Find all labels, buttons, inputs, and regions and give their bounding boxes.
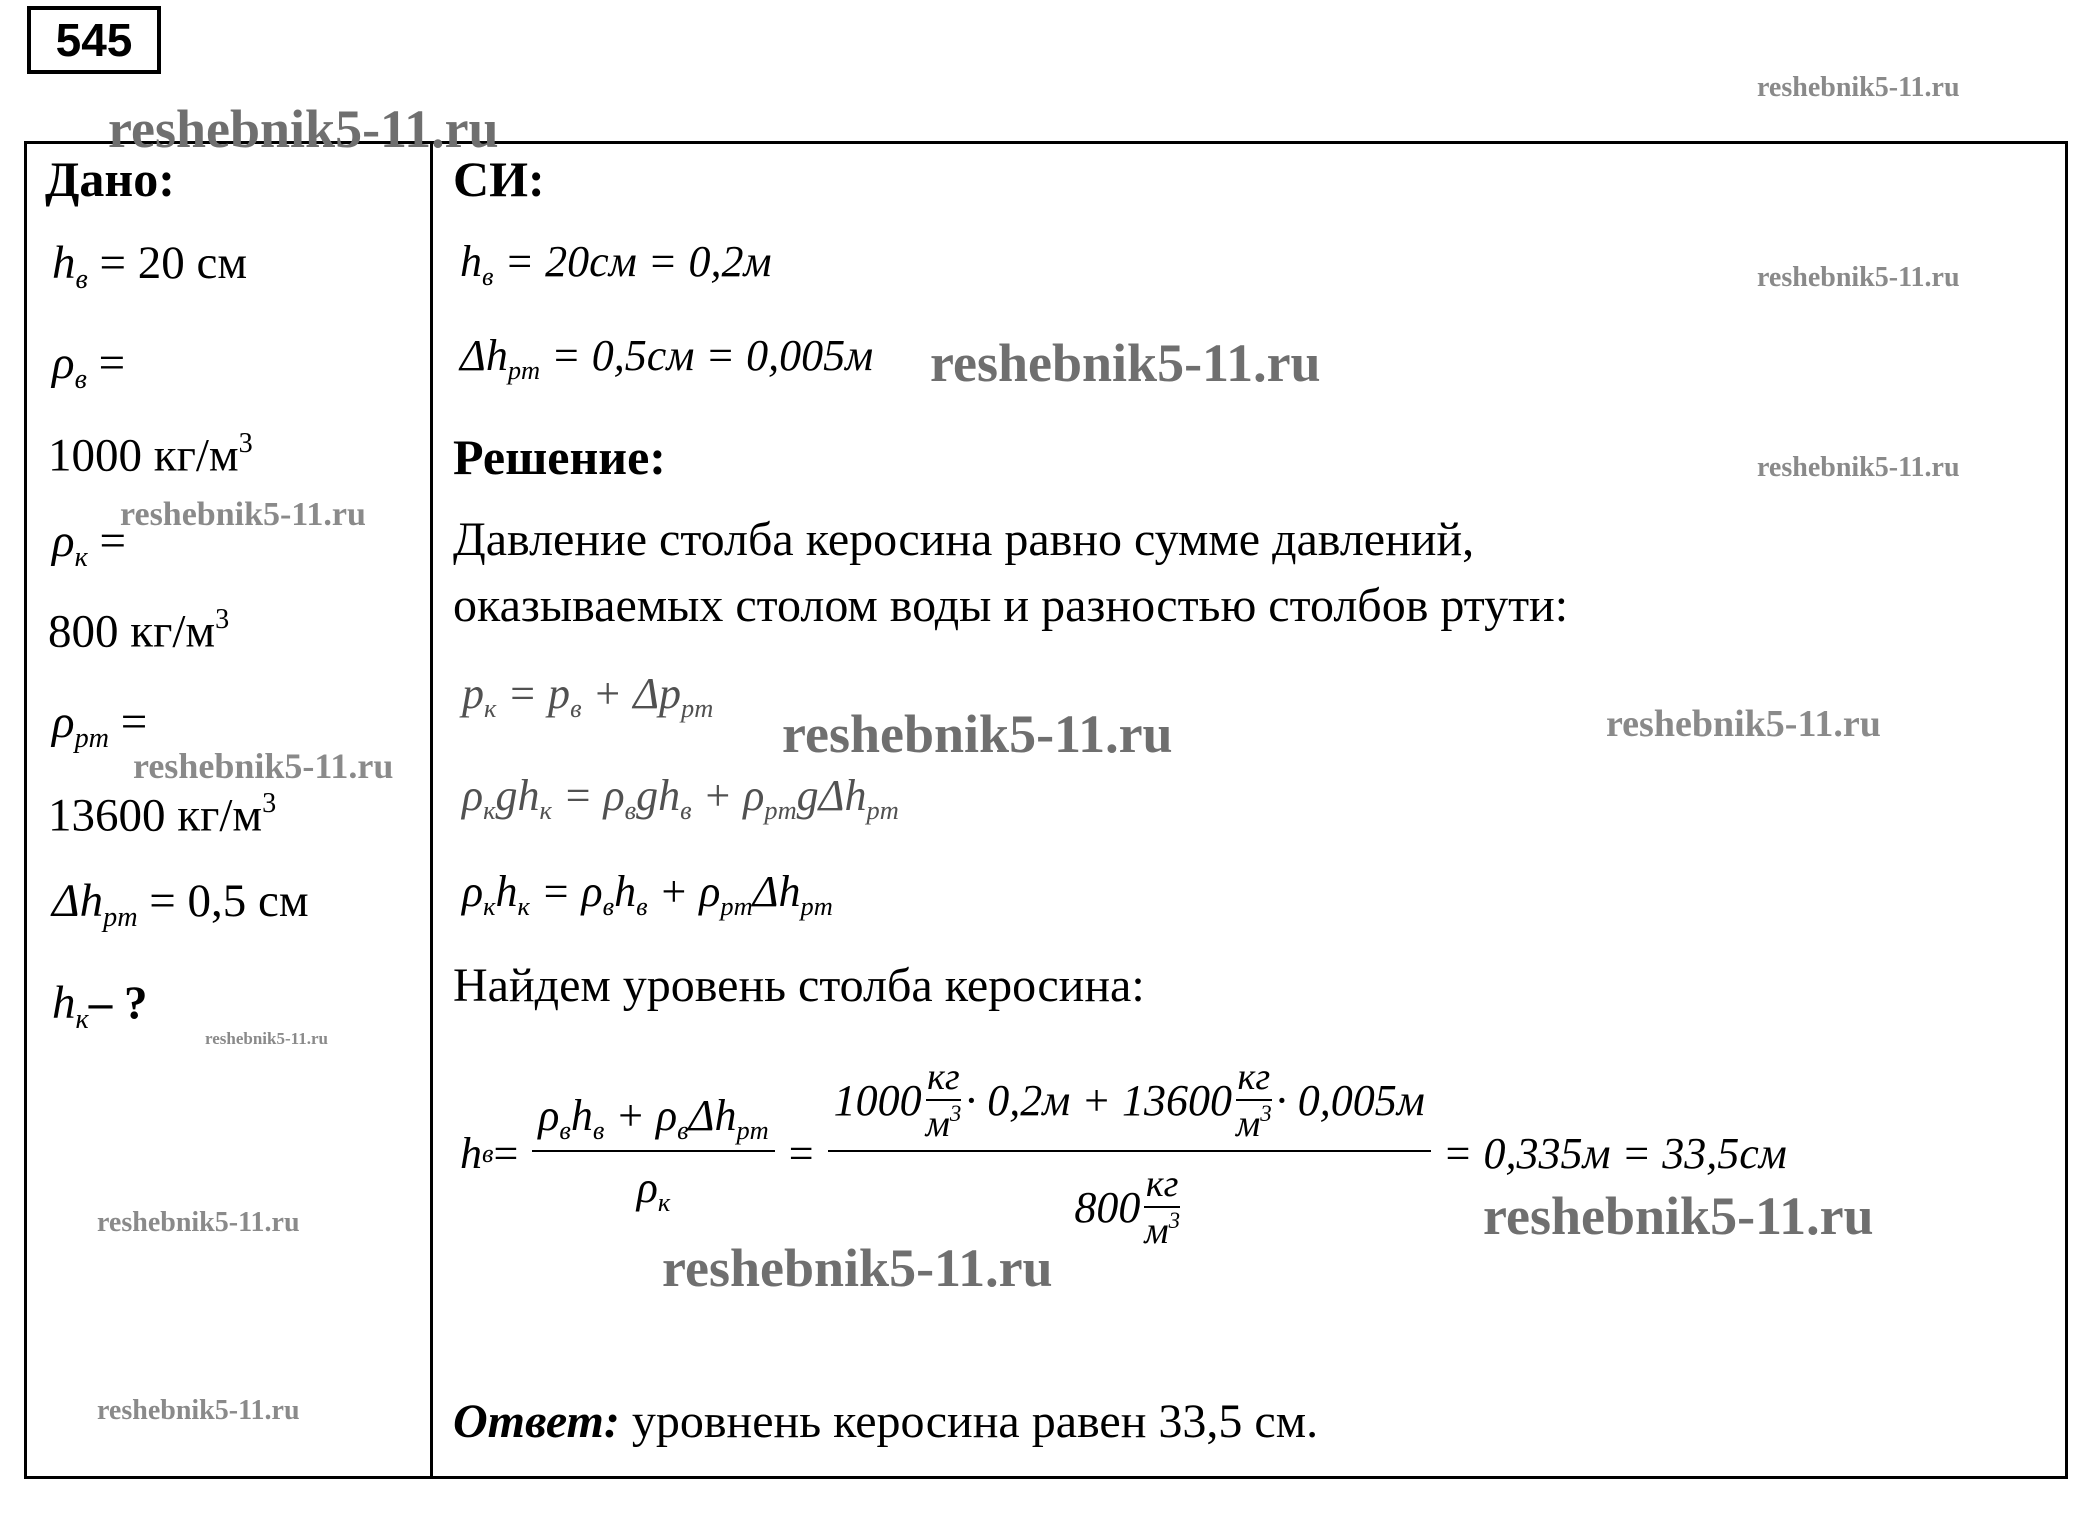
final-formula: h в = $\frac{\rho_вh_в + \rho_в\Delta h_{pm}}{\rho_к}$ = 1000 $\frac{кг}{м^3}$ · 0,2м + 13600 $\frac{кг}{м^3}$ · 0,005м 800 $\frac{кг}{м^3}$ = 0,335м = 33,5см bbox=[460, 1056, 1787, 1252]
watermark: reshebnik5-11.ru bbox=[1757, 72, 1960, 103]
answer bbox=[453, 1394, 1318, 1449]
given-dh-rt: $\Delta h_{pm} = 0,5$ см bbox=[52, 875, 309, 933]
given-rho-rt-value: 13600 $кг/м^3$ bbox=[48, 788, 277, 842]
solution-heading: Решение: bbox=[453, 429, 666, 485]
given-find: $h_к-$ ? bbox=[52, 977, 148, 1035]
given-rho-rt: $\rho_{pm}$ = bbox=[52, 696, 148, 754]
watermark: reshebnik5-11.ru bbox=[930, 333, 1321, 393]
given-rho-v: $\rho_в$ = bbox=[52, 337, 126, 395]
si-heading: СИ: bbox=[453, 151, 545, 207]
equation-3: $\rho_кh_к = \rho_вh_в + \rho_{pm}\Delta h_{pm}$ bbox=[462, 867, 833, 922]
watermark: reshebnik5-11.ru bbox=[97, 1395, 300, 1426]
watermark: reshebnik5-11.ru bbox=[662, 1238, 1053, 1298]
answer-text: уровнень керосина равен 33,5 см. bbox=[619, 1395, 1319, 1448]
answer-label: Ответ: bbox=[453, 1395, 620, 1448]
given-heading: Дано: bbox=[45, 151, 175, 207]
watermark: reshebnik5-11.ru bbox=[1483, 1186, 1874, 1246]
watermark: reshebnik5-11.ru bbox=[133, 746, 394, 786]
watermark: reshebnik5-11.ru bbox=[108, 99, 499, 159]
solution-text-2: оказываемых столом воды и разностью столбов ртути: bbox=[453, 579, 1569, 632]
equation-1: $p_к = p_в + \Delta p_{pm}$ bbox=[462, 669, 714, 724]
watermark: reshebnik5-11.ru bbox=[205, 1029, 328, 1048]
column-divider bbox=[430, 141, 433, 1476]
fraction-numeric: 1000 $\frac{кг}{м^3}$ · 0,2м + 13600 $\frac{кг}{м^3}$ · 0,005м 800 $\frac{кг}{м^3}$ bbox=[828, 1055, 1431, 1253]
problem-number: 545 bbox=[27, 6, 161, 74]
watermark: reshebnik5-11.ru bbox=[97, 1207, 300, 1238]
watermark: reshebnik5-11.ru bbox=[1606, 703, 1881, 745]
equation-2: $\rho_кgh_к = \rho_вgh_в + \rho_{pm}g\Delta h_{pm}$ bbox=[462, 771, 899, 826]
si-line-2: $\Delta h_{pm} = 0,5см = 0,005м$ bbox=[460, 331, 874, 386]
given-h-v: $h_в = 20$ см bbox=[52, 237, 248, 295]
given-rho-k-value: 800 $кг/м^3$ bbox=[48, 604, 230, 658]
watermark: reshebnik5-11.ru bbox=[782, 704, 1173, 764]
given-rho-k: $\rho_к$ = bbox=[52, 515, 127, 573]
fraction-symbolic: $\frac{\rho_вh_в + \rho_в\Delta h_{pm}}{\rho_к}$ bbox=[532, 1090, 774, 1218]
given-rho-v-value: 1000 $кг/м^3$ bbox=[48, 428, 253, 482]
solution-text-1: Давление столба керосина равно сумме давлений, bbox=[453, 513, 1475, 566]
watermark: reshebnik5-11.ru bbox=[1757, 452, 1960, 483]
watermark: reshebnik5-11.ru bbox=[1757, 262, 1960, 293]
si-line-1: $h_в = 20см = 0,2м$ bbox=[460, 237, 772, 292]
solution-text-3: Найдем уровень столба керосина: bbox=[453, 959, 1145, 1012]
watermark: reshebnik5-11.ru bbox=[120, 496, 366, 533]
